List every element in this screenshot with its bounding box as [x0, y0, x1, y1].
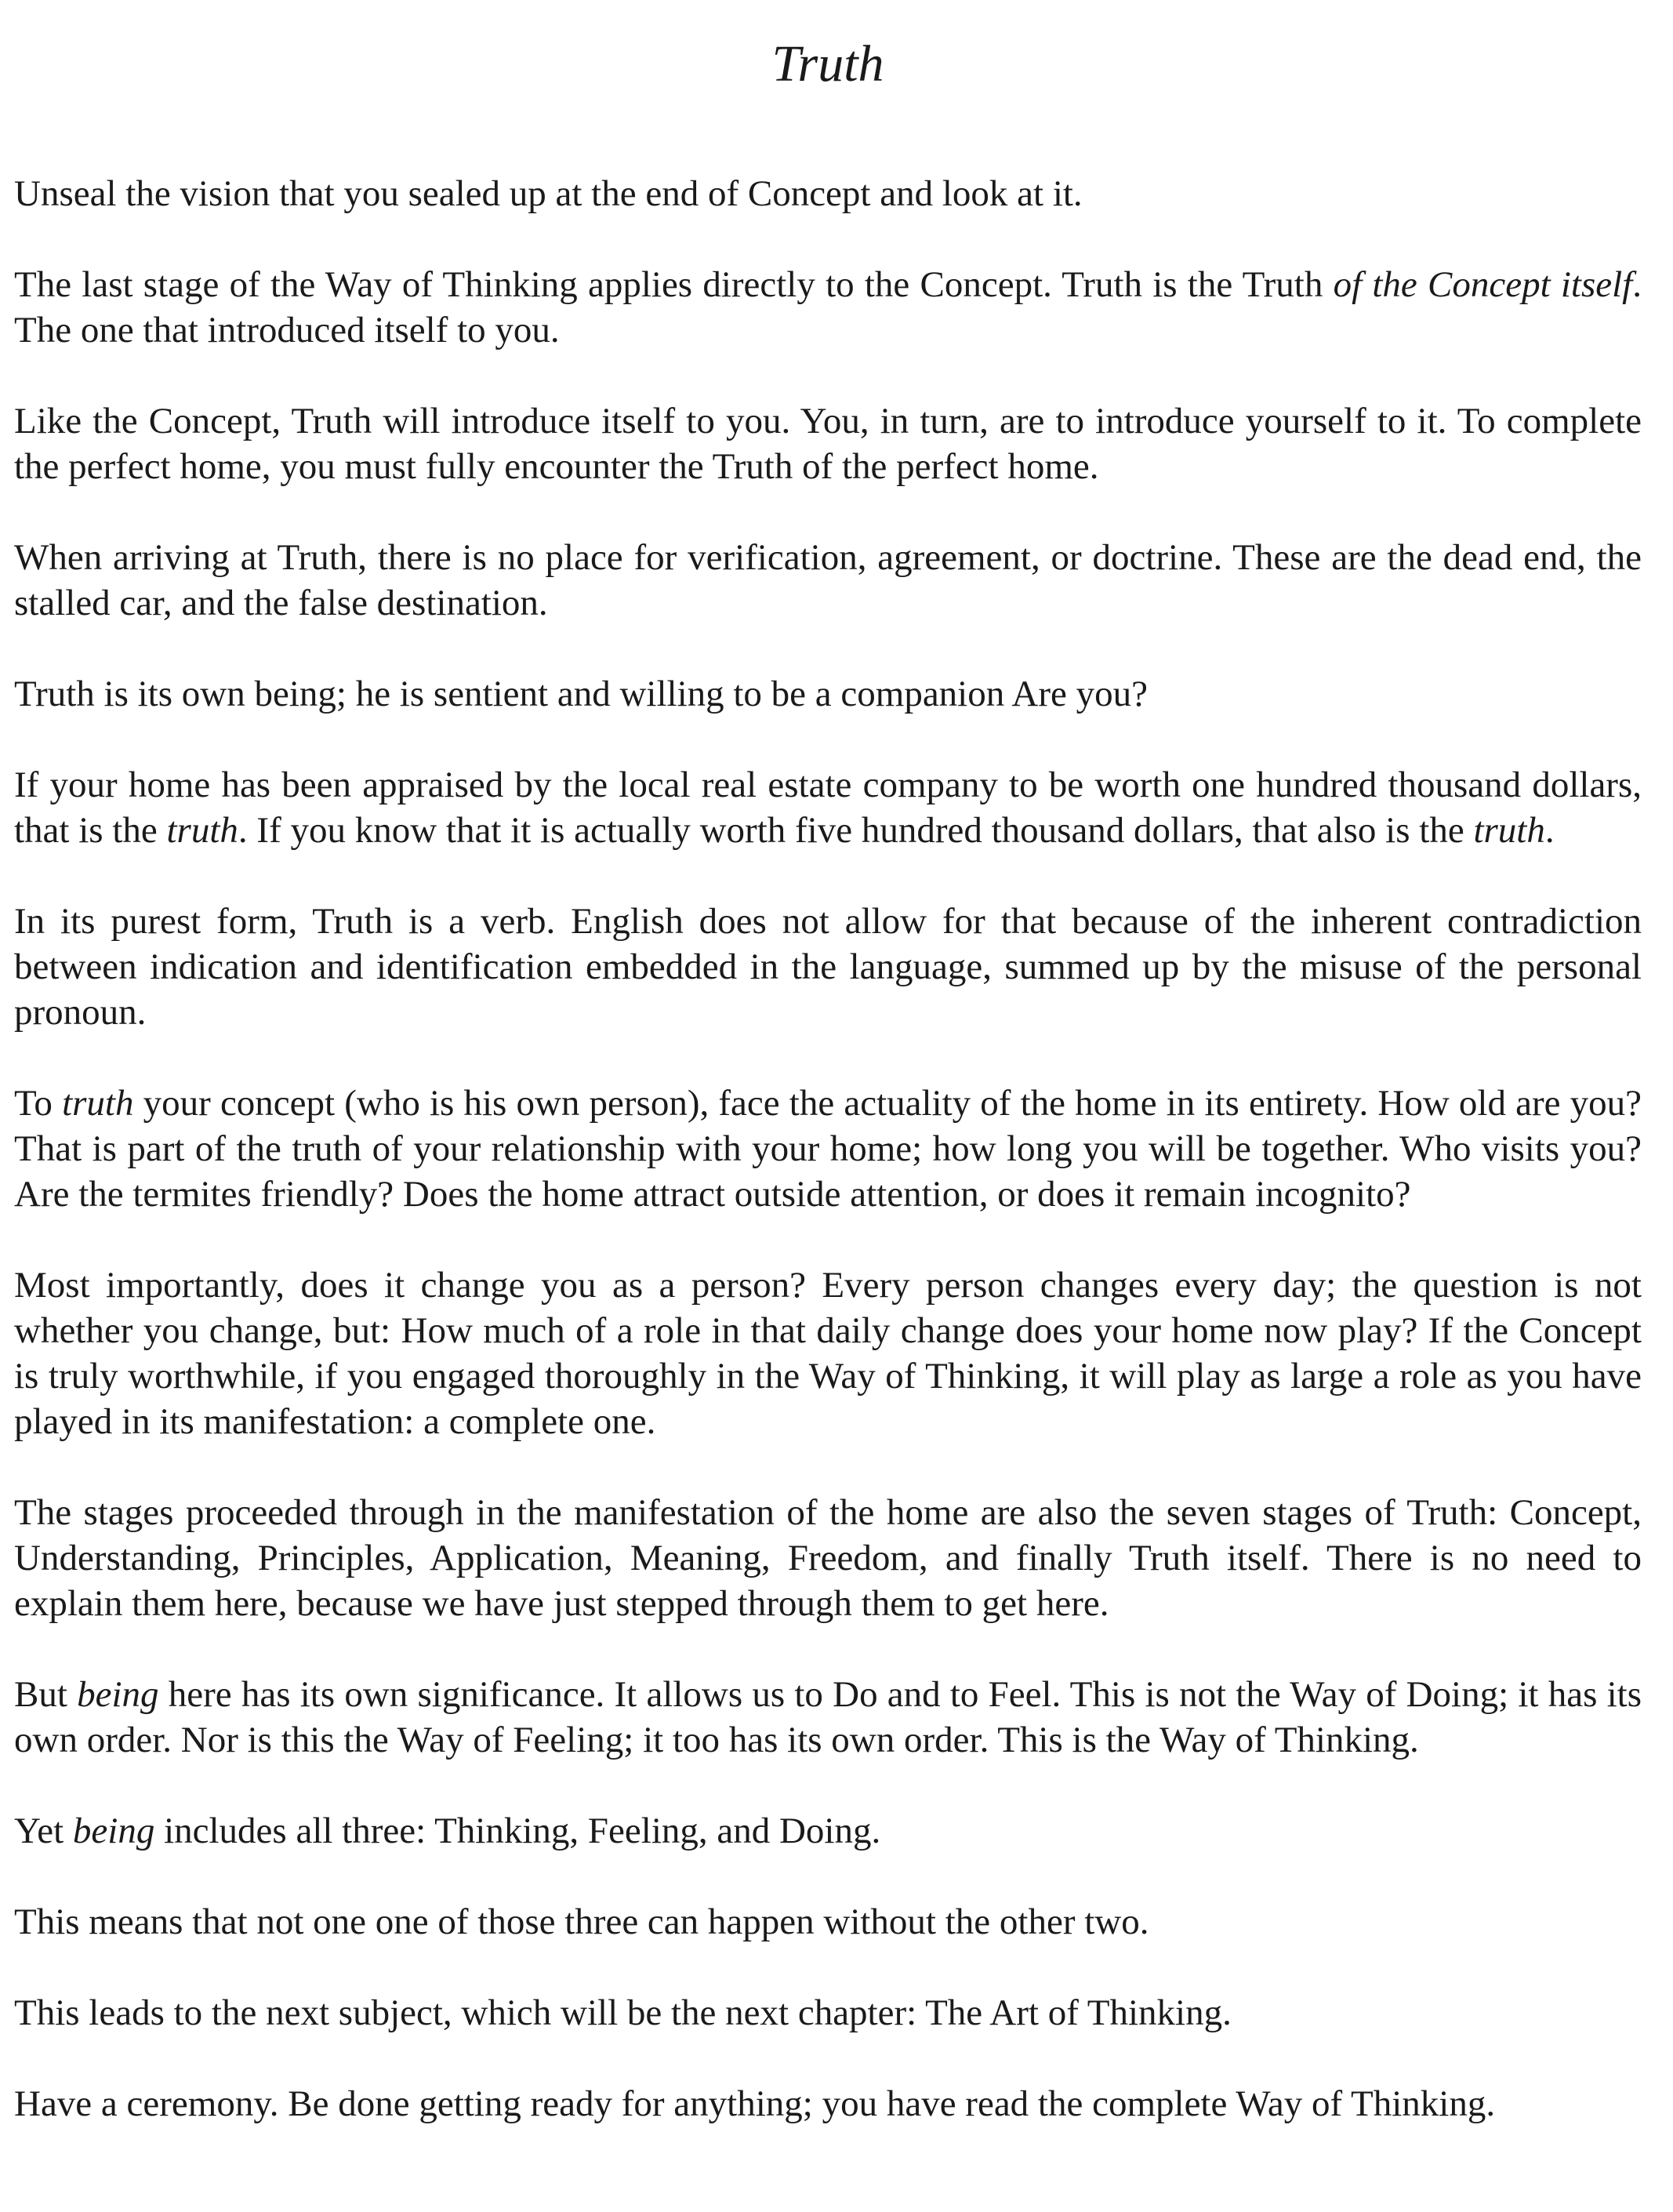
paragraph-text: here has its own significance. It allows us to Do and to Feel. This is not the Way of Doing; it has its own order. Nor is this the Way of Feeling; it too has its own order. This is the Way of Thinking.: [14, 1674, 1642, 1760]
paragraph: [14, 1672, 1642, 1763]
paragraph-text: Most importantly, does it change you as a person? Every person changes every day; the question is not whether you change, but: How much of a role in that daily change does your home now play? If the Concept is truly worthwhile, if you engaged thoroughly in the Way of Thinking, it will play as large a role as you have played in its manifestation: a complete one.: [14, 1265, 1642, 1442]
paragraph-text: . The one that introduced itself to you.: [14, 264, 1642, 351]
paragraph-text: . If you know that it is actually worth five hundred thousand dollars, that also is the: [238, 810, 1474, 851]
paragraph-text: This means that not one one of those three can happen without the other two.: [14, 1901, 1149, 1942]
paragraph: [14, 671, 1642, 717]
emphasis-text: being: [72, 1811, 155, 1851]
paragraph: [14, 535, 1642, 626]
paragraph: [14, 1262, 1642, 1444]
paragraph-text: Truth is its own being; he is sentient and willing to be a companion Are you?: [14, 674, 1148, 714]
paragraph-text: includes all three: Thinking, Feeling, and Doing.: [154, 1811, 881, 1851]
page-title: Truth: [771, 35, 884, 93]
paragraph-text: In its purest form, Truth is a verb. English does not allow for that because of the inherent contradiction between indication and identification embedded in the language, summed up by the misuse of the personal pronoun.: [14, 901, 1642, 1033]
emphasis-text: truth: [1473, 810, 1545, 851]
document-body: [14, 171, 1642, 2127]
paragraph-text: When arriving at Truth, there is no place for verification, agreement, or doctrine. These are the dead end, the stalled car, and the false destination.: [14, 537, 1642, 623]
paragraph-text: Like the Concept, Truth will introduce itself to you. You, in turn, are to introduce yourself to it. To complete the perfect home, you must fully encounter the Truth of the perfect home.: [14, 401, 1642, 487]
paragraph: [14, 1490, 1642, 1626]
paragraph-text: To: [14, 1083, 63, 1124]
paragraph: [14, 1990, 1642, 2036]
emphasis-text: being: [77, 1674, 159, 1715]
paragraph: [14, 1899, 1642, 1945]
paragraph: [14, 2081, 1642, 2127]
paragraph-text: But: [14, 1674, 78, 1715]
paragraph: [14, 262, 1642, 353]
paragraph-text: This leads to the next subject, which will be the next chapter: The Art of Thinking.: [14, 1992, 1232, 2033]
emphasis-text: of the Concept itself: [1333, 264, 1633, 305]
paragraph: [14, 171, 1642, 216]
paragraph-text: If your home has been appraised by the local real estate company to be worth one hundred thousand dollars, that is the: [14, 765, 1642, 851]
paragraph: [14, 899, 1642, 1035]
paragraph-text: .: [1544, 810, 1555, 851]
paragraph-text: your concept (who is his own person), face the actuality of the home in its entirety. How old are you? That is part of the truth of your relationship with your home; how long you will be together. Who visits you? Are the termites friendly? Does the home attract outside attention, or does it remain incognito?: [14, 1083, 1642, 1215]
paragraph: [14, 762, 1642, 853]
paragraph-text: Have a ceremony. Be done getting ready for anything; you have read the complete Way of Thinking.: [14, 2083, 1496, 2124]
emphasis-text: truth: [62, 1083, 134, 1124]
paragraph-text: Yet: [14, 1811, 73, 1851]
paragraph: [14, 398, 1642, 489]
paragraph-text: The last stage of the Way of Thinking applies directly to the Concept. Truth is the Truth: [14, 264, 1334, 305]
emphasis-text: truth: [166, 810, 238, 851]
paragraph: [14, 1808, 1642, 1854]
paragraph-text: The stages proceeded through in the manifestation of the home are also the seven stages of Truth: Concept, Understanding, Principles, Application, Meaning, Freedom, and finally Truth itself. There is no need to explain them here, because we have just stepped through them to get here.: [14, 1492, 1642, 1624]
paragraph-text: Unseal the vision that you sealed up at the end of Concept and look at it.: [14, 173, 1083, 214]
paragraph: [14, 1081, 1642, 1217]
